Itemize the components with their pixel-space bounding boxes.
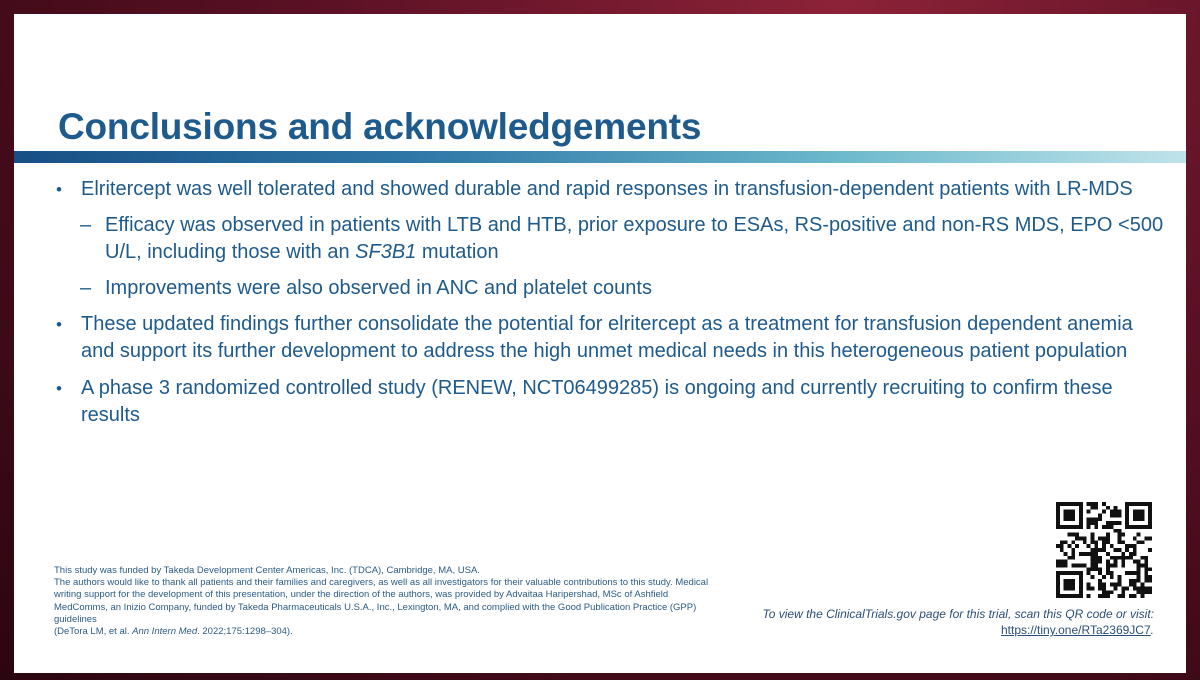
funding-statement: This study was funded by Takeda Development Center Americas, Inc. (TDCA), Cambridge, MA, USA. (54, 565, 480, 576)
citation-start: (DeTora LM, et al. (54, 626, 133, 638)
sub-bullet-text-a: Efficacy was observed in patients with LTB and HTB, prior exposure to ESAs, RS-positive and non-RS MDS, EPO <500 U/L, including those with an (105, 214, 1164, 263)
qr-caption (734, 606, 1154, 638)
sub-bullet-text: Improvements were also observed in ANC and platelet counts (105, 277, 652, 299)
gene-name: SF3B1 (355, 241, 417, 263)
bullet-text: These updated findings further consolidate the potential for elritercept as a treatment for transfusion dependent anemia and support its further development to address the high unmet medical needs in this heterogeneous patient population (81, 313, 1133, 362)
bullet-text: A phase 3 randomized controlled study (RENEW, NCT06499285) is ongoing and currently recruiting to confirm these results (81, 377, 1113, 426)
bullet-marker: • (56, 379, 62, 398)
citation-end: . 2022;175:1298–304). (197, 626, 293, 638)
bullet-list (54, 176, 1164, 429)
dash-marker: – (80, 214, 92, 236)
acknowledgement-text (54, 577, 714, 638)
trial-link[interactable]: https://tiny.one/RTa2369JC7 (1001, 623, 1151, 637)
dash-marker: – (80, 277, 92, 299)
bullet-item (54, 311, 1164, 365)
slide-title: Conclusions and acknowledgements (58, 106, 702, 147)
bullet-text: Elritercept was well tolerated and showed durable and rapid responses in transfusion-dependent patients with LR-MDS (81, 178, 1133, 200)
qr-caption-text: To view the ClinicalTrials.gov page for this trial, scan this QR code or visit: (762, 607, 1154, 621)
acknowledgement-body: The authors would like to thank all patients and their families and caregivers, as well as all investigators for their valuable contributions to this study. Medical writing support for the development of this presentation, under the direction of the authors, was provided by Advaitaa Haripershad, MSc of Ashfield MedComms, an Inizio Company, funded by Takeda Pharmaceuticals U.S.A., Inc., Lexington, MA, and complied with the Good Publication Practice (GPP) guidelines (54, 577, 709, 625)
citation-journal: Ann Intern Med (132, 626, 198, 638)
bullet-item (54, 375, 1164, 429)
qr-caption-end: . (1150, 623, 1154, 637)
sub-bullet-item (54, 275, 1164, 302)
sub-bullet-item (54, 212, 1164, 266)
sub-bullet-text-b: mutation (416, 241, 499, 263)
slide (14, 14, 1186, 673)
bullet-marker: • (56, 180, 62, 199)
qr-code-icon[interactable] (1056, 502, 1152, 598)
footnote (54, 565, 714, 638)
title-divider (14, 151, 1186, 163)
bullet-marker: • (56, 315, 62, 334)
bullet-item (54, 176, 1164, 203)
